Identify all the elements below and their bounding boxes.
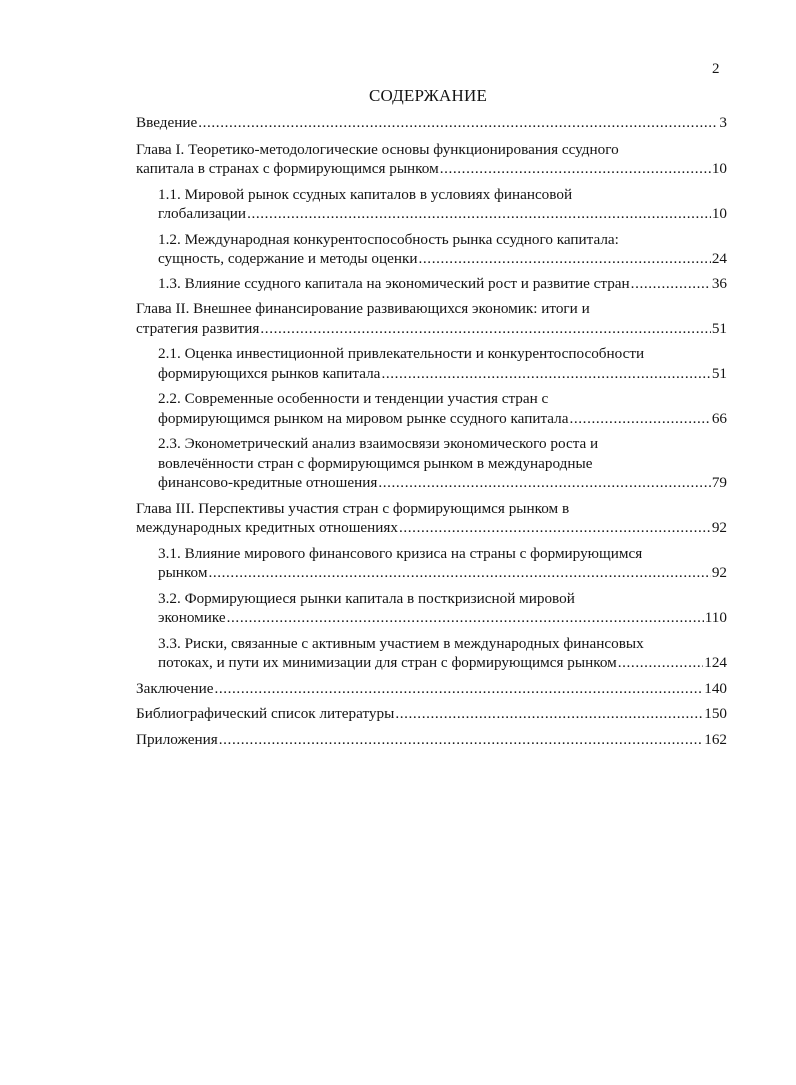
dot-leader bbox=[419, 249, 711, 269]
toc-page-number: 92 bbox=[711, 519, 727, 536]
toc-entry-chapter[interactable] bbox=[136, 704, 727, 724]
toc-entry-line: 1.1. Мировой рынок ссудных капиталов в условиях финансовой bbox=[158, 185, 573, 203]
toc-entry-last-line bbox=[136, 730, 727, 750]
toc-entry-line: 2.3. Эконометрический анализ взаимосвязи экономического роста и bbox=[158, 435, 599, 452]
toc-entry-last-line bbox=[136, 679, 727, 699]
toc-entry-text: потоках, и пути их минимизации для стран с формирующимся рынком bbox=[158, 654, 617, 671]
toc-entry-chapter[interactable] bbox=[136, 499, 727, 538]
toc-page-number: 79 bbox=[711, 474, 727, 491]
toc-entry-line: 3.1. Влияние мирового финансового кризиса на страны с формирующимся bbox=[158, 544, 643, 562]
toc-page-number: 150 bbox=[704, 705, 727, 722]
toc-entry-last-line bbox=[136, 518, 727, 538]
dot-leader bbox=[198, 113, 718, 133]
toc-entry-last-line bbox=[136, 113, 727, 133]
toc-entry-last-line bbox=[136, 319, 727, 339]
toc-entry-last-line bbox=[158, 608, 727, 628]
toc-entry-line: 3.2. Формирующиеся рынки капитала в посткризисной мировой bbox=[158, 589, 575, 607]
dot-leader bbox=[247, 204, 711, 224]
dot-leader bbox=[440, 159, 711, 179]
dot-leader bbox=[631, 274, 711, 294]
toc-entry-last-line bbox=[136, 159, 727, 179]
toc-page-number: 124 bbox=[704, 654, 727, 671]
toc-entry-section[interactable] bbox=[158, 185, 727, 224]
dot-leader bbox=[227, 608, 704, 628]
toc-page-number: 3 bbox=[719, 114, 727, 131]
toc-entry-text: международных кредитных отношениях bbox=[136, 519, 398, 536]
toc-page-number: 24 bbox=[711, 250, 727, 267]
toc-entry-section[interactable] bbox=[158, 344, 727, 383]
page-number: 2 bbox=[712, 61, 720, 77]
toc-page-number: 110 bbox=[704, 609, 727, 626]
toc-entry-text: стратегия развития bbox=[136, 319, 260, 337]
toc-entry-text: сущность, содержание и методы оценки bbox=[158, 250, 418, 267]
toc-page-number: 51 bbox=[711, 364, 727, 382]
dot-leader bbox=[208, 563, 710, 583]
toc-entry-text: рынком bbox=[158, 564, 208, 581]
toc-entry-last-line bbox=[158, 473, 727, 493]
table-of-contents bbox=[136, 113, 727, 749]
toc-entry-text: Введение bbox=[136, 114, 198, 131]
toc-page-number: 10 bbox=[711, 160, 727, 177]
toc-page-number: 51 bbox=[711, 319, 727, 337]
dot-leader bbox=[395, 704, 703, 724]
dot-leader bbox=[219, 730, 703, 750]
dot-leader bbox=[569, 409, 710, 429]
toc-entry-line: 1.2. Международная конкурентоспособность рынка ссудного капитала: bbox=[158, 230, 619, 248]
dot-leader bbox=[618, 653, 703, 673]
toc-entry-text: финансово-кредитные отношения bbox=[158, 474, 378, 491]
toc-entry-chapter[interactable] bbox=[136, 299, 727, 338]
dot-leader bbox=[378, 473, 710, 493]
toc-entry-line: 2.2. Современные особенности и тенденции участия стран с bbox=[158, 390, 549, 407]
toc-page-number: 162 bbox=[704, 730, 727, 748]
toc-entry-last-line bbox=[158, 409, 727, 429]
toc-entry-section[interactable] bbox=[158, 230, 727, 269]
toc-page-number: 92 bbox=[711, 564, 727, 581]
dot-leader bbox=[381, 364, 710, 384]
toc-entry-section[interactable] bbox=[158, 589, 727, 628]
toc-entry-line: Глава I. Теоретико-методологические основы функционирования ссудного bbox=[136, 140, 619, 158]
toc-entry-last-line bbox=[158, 204, 727, 224]
toc-entry-section[interactable] bbox=[158, 544, 727, 583]
toc-entry-line: 3.3. Риски, связанные с активным участием в международных финансовых bbox=[158, 634, 644, 652]
toc-entry-last-line bbox=[158, 364, 727, 384]
toc-page-number: 66 bbox=[711, 409, 727, 427]
toc-entry-section[interactable] bbox=[158, 389, 727, 428]
toc-entry-text: Заключение bbox=[136, 679, 214, 697]
toc-page-number: 140 bbox=[704, 679, 727, 697]
toc-entry-chapter[interactable] bbox=[136, 140, 727, 179]
toc-entry-chapter[interactable] bbox=[136, 730, 727, 750]
toc-page-number: 36 bbox=[711, 274, 727, 292]
dot-leader bbox=[399, 518, 711, 538]
toc-entry-last-line bbox=[158, 563, 727, 583]
toc-entry-section[interactable] bbox=[158, 434, 727, 493]
dot-leader bbox=[214, 679, 703, 699]
toc-entry-text: Приложения bbox=[136, 730, 218, 748]
toc-entry-last-line bbox=[158, 274, 727, 294]
toc-entry-text: глобализации bbox=[158, 205, 247, 222]
toc-title: СОДЕРЖАНИЕ bbox=[368, 86, 488, 105]
toc-page-number: 10 bbox=[711, 205, 727, 222]
toc-entry-text: Библиографический список литературы bbox=[136, 705, 395, 722]
toc-entry-section[interactable] bbox=[158, 634, 727, 673]
toc-entry-line: Глава III. Перспективы участия стран с формирующимся рынком в bbox=[136, 499, 570, 517]
toc-entry-section[interactable] bbox=[158, 274, 727, 294]
toc-entry-last-line bbox=[136, 704, 727, 724]
toc-entry-chapter[interactable] bbox=[136, 679, 727, 699]
toc-entry-chapter[interactable] bbox=[136, 113, 727, 133]
toc-entry-line: вовлечённости стран с формирующимся рынком в международные bbox=[158, 454, 593, 472]
toc-entry-last-line bbox=[158, 653, 727, 673]
toc-entry-text: капитала в странах с формирующимся рынком bbox=[136, 160, 439, 177]
toc-entry-text: 1.3. Влияние ссудного капитала на экономический рост и развитие стран bbox=[158, 274, 630, 292]
toc-entry-text: формирующихся рынков капитала bbox=[158, 364, 381, 382]
dot-leader bbox=[260, 319, 710, 339]
toc-entry-line: 2.1. Оценка инвестиционной привлекательности и конкурентоспособности bbox=[158, 345, 645, 362]
toc-entry-text: экономике bbox=[158, 609, 226, 626]
toc-entry-line: Глава II. Внешнее финансирование развивающихся экономик: итоги и bbox=[136, 300, 590, 317]
toc-entry-text: формирующимся рынком на мировом рынке ссудного капитала bbox=[158, 409, 569, 427]
toc-entry-last-line bbox=[158, 249, 727, 269]
